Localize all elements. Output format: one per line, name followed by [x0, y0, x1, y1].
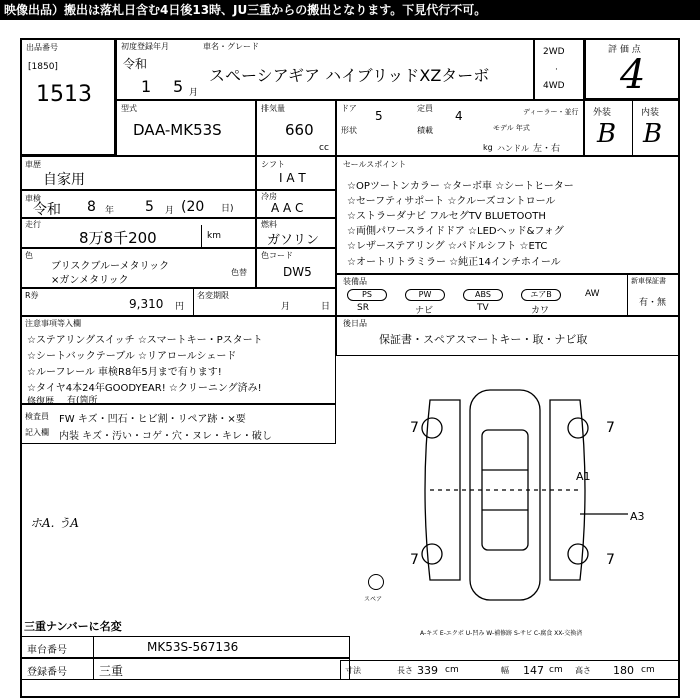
- lot-number: 1513: [36, 82, 92, 107]
- use-box: [20, 156, 256, 190]
- tax-label: R券: [25, 291, 39, 300]
- model-label: 車名・グレード: [203, 42, 259, 51]
- exterior-label: 外装: [593, 108, 612, 118]
- after-notes-value: 保証書・スペアスマートキー・取・ナビ取: [379, 333, 588, 346]
- dims-label: 寸法: [345, 666, 361, 675]
- inspector-box: [20, 404, 336, 444]
- mark-rear-right: 7: [606, 552, 615, 568]
- inspector-line-2: 内装 キズ・汚い・コゲ・穴・ヌレ・キレ・破し: [59, 431, 272, 442]
- displacement-box: [256, 100, 336, 156]
- sales-point-line: ☆ストラーダナビ フルセグTV BLUETOOTH: [347, 211, 546, 222]
- doors-value: 5: [375, 109, 383, 123]
- registration-month: 5: [173, 77, 184, 96]
- reg-divider: [93, 659, 94, 679]
- type-label: 型式: [121, 104, 137, 113]
- grade-box: [584, 38, 680, 100]
- chassis-value: MK53S-567136: [147, 640, 239, 654]
- interior-label: 内装: [641, 108, 660, 118]
- tax-box: [20, 288, 336, 316]
- mileage-label: 走行: [25, 220, 41, 229]
- fuel-label: 燃料: [261, 220, 277, 229]
- handle-label: ハンドル: [497, 144, 529, 153]
- seller-note-line: ☆ルーフレール 車検R8年5月まで有ります!: [27, 367, 222, 378]
- model-year-label: モデル 年式: [493, 124, 530, 132]
- shift-label: シフト: [261, 160, 285, 169]
- exterior-value: B: [597, 119, 617, 149]
- model-name: スペーシアギア ハイブリッドXZターボ: [209, 66, 490, 85]
- equipment-label: 装備品: [343, 277, 367, 286]
- shift-value: I A T: [279, 171, 306, 185]
- length-value: 339: [417, 664, 438, 677]
- height-unit: cm: [641, 665, 655, 675]
- equip-ps: PS: [347, 289, 387, 301]
- width-unit: cm: [549, 665, 563, 675]
- car-damage-diagram: [390, 370, 670, 610]
- sales-point-line: ☆両側パワースライドドア ☆LEDヘッド&フォグ: [347, 226, 564, 237]
- seats-value: 4: [455, 109, 463, 123]
- header-notice: 映像出品）搬出は落札日含む4日後13時、JU三重からの搬出となります。下見代行不可。: [0, 0, 700, 20]
- mileage-unit: km: [207, 231, 221, 241]
- repair-value: 有(箇所: [67, 396, 98, 406]
- displacement-unit: cc: [319, 143, 329, 153]
- equip-aw: AW: [585, 289, 600, 299]
- mark-front-right: 7: [606, 420, 615, 436]
- inspection-day: (20: [181, 199, 205, 215]
- new-warranty-value: 有・無: [639, 298, 667, 308]
- inspector-label-1: 検査員: [25, 412, 49, 421]
- seller-notes-box: [20, 316, 336, 407]
- shape-label: 形状: [341, 126, 357, 135]
- chassis-divider: [93, 637, 94, 657]
- seller-note-line: ☆シートバックテーブル ☆リアロールシェード: [27, 351, 237, 362]
- chassis-box: [20, 636, 350, 658]
- dimensions-box: [340, 660, 680, 680]
- drive-4wd: 4WD: [543, 81, 565, 91]
- tax-divider: [193, 289, 194, 315]
- inspection-year-unit: 年: [105, 206, 115, 216]
- type-box: [116, 100, 256, 156]
- color-label: 色: [25, 251, 33, 260]
- tax-unit: 円: [175, 302, 185, 312]
- equip-tv: TV: [477, 303, 489, 313]
- equip-abs: ABS: [463, 289, 503, 301]
- new-warranty-label: 新車保証書: [631, 277, 666, 285]
- color-value-2: ×ガンメタリック: [51, 275, 129, 286]
- mileage-divider: [201, 225, 202, 247]
- inspection-era: 令和: [33, 202, 61, 218]
- seats-label: 定員: [417, 104, 433, 113]
- ac-value: A A C: [271, 201, 304, 215]
- name-change-label: 名変期限: [197, 291, 229, 300]
- grade-label: 評 価 点: [608, 45, 641, 55]
- lot-number-label: 出品番号: [26, 43, 58, 52]
- sales-point-line: ☆オートリトラミラー ☆純正14インチホイール: [347, 257, 561, 268]
- specs-box: [336, 100, 584, 156]
- after-notes-label: 後日品: [343, 319, 367, 328]
- after-notes-box: [336, 316, 680, 356]
- color-box: [20, 248, 256, 288]
- color-code-value: DW5: [283, 265, 312, 279]
- name-change-month: 月: [281, 302, 291, 312]
- shift-box: [256, 156, 336, 190]
- use-value: 自家用: [43, 172, 85, 188]
- inspection-year: 8: [87, 199, 96, 215]
- name-change-day: 日: [321, 302, 331, 312]
- kg-unit: kg: [483, 143, 493, 152]
- color-change-label: 色替: [231, 268, 247, 277]
- registration-year: 1: [141, 77, 152, 96]
- height-value: 180: [613, 664, 634, 677]
- inspection-box: [20, 190, 256, 218]
- height-label: 高さ: [575, 666, 591, 675]
- spare-indicator: [368, 574, 384, 590]
- load-label: 積載: [417, 126, 433, 135]
- equip-navi: ナビ: [415, 306, 434, 316]
- mark-rear-left: 7: [410, 552, 419, 568]
- dealer-label: ディーラー・並行: [523, 108, 579, 116]
- mark-a3: A3: [630, 510, 645, 523]
- tax-value: 9,310: [129, 297, 164, 311]
- fuel-value: ガソリン: [267, 233, 320, 248]
- equipment-box: [336, 274, 680, 316]
- mileage-value: 8万8千200: [79, 229, 157, 247]
- inspection-day-unit: 日): [221, 204, 234, 214]
- width-value: 147: [523, 664, 544, 677]
- use-label: 車歴: [25, 160, 41, 169]
- handwritten-note: ホA. うA: [30, 516, 79, 530]
- ext-int-box: [584, 100, 680, 156]
- ext-int-divider: [632, 101, 633, 155]
- reg-box: [20, 658, 350, 680]
- equip-leather: カワ: [531, 306, 550, 316]
- color-value-1: ブリスクブルーメタリック: [51, 261, 170, 272]
- sales-points-box: [336, 156, 680, 274]
- length-unit: cm: [445, 665, 459, 675]
- sales-point-line: ☆レザーステアリング ☆パドルシフト ☆ETC: [347, 241, 548, 252]
- length-label: 長さ: [397, 666, 413, 675]
- doors-label: ドア: [341, 104, 357, 113]
- inspector-line-1: FW キズ・凹石・ヒビ割・リペア跡・×要: [59, 414, 246, 425]
- drive-dot: ·: [555, 65, 558, 75]
- equip-airbag: エアB: [521, 289, 561, 301]
- reg-value: 三重: [99, 664, 124, 678]
- width-label: 幅: [501, 666, 509, 675]
- inspection-month: 5: [145, 199, 154, 215]
- inspection-month-unit: 月: [165, 206, 175, 216]
- chassis-label: 車台番号: [27, 645, 67, 656]
- color-code-box: [256, 248, 336, 288]
- fuel-box: [256, 218, 336, 248]
- registration-era: 令和: [123, 57, 148, 71]
- sales-point-line: ☆セーフティサポート ☆クルーズコントロール: [347, 196, 556, 207]
- damage-legend: A-キズ E-エクボ U-凹み W-補修跡 S-サビ C-腐食 XX-交換済: [420, 630, 583, 637]
- mileage-box: [20, 218, 256, 248]
- grade-value: 4: [620, 52, 646, 98]
- equipment-divider: [627, 275, 628, 315]
- ac-box: [256, 190, 336, 218]
- handle-value: 左・右: [533, 144, 561, 154]
- inspector-label-2: 記入欄: [25, 428, 49, 437]
- type-value: DAA-MK53S: [133, 121, 222, 139]
- mark-front-left: 7: [410, 420, 419, 436]
- inspection-label: 車検: [25, 194, 41, 203]
- seller-note-line: ☆タイヤ4本24年GOODYEAR! ☆クリーニング済み!: [27, 383, 262, 394]
- equip-pw: PW: [405, 289, 445, 301]
- seller-note-line: ☆ステアリングスイッチ ☆スマートキー・Pスタート: [27, 335, 263, 346]
- drive-box: [534, 38, 584, 100]
- footer-title: 三重ナンバーに名変: [24, 620, 122, 633]
- model-box: [116, 38, 534, 100]
- displacement-value: 660: [285, 121, 314, 139]
- registration-label: 初度登録年月: [121, 42, 169, 51]
- lot-sub-number: [1850]: [28, 62, 58, 72]
- repair-label: 修復歴: [27, 397, 55, 407]
- sales-point-line: ☆OPツートンカラー ☆ターボ車 ☆シートヒーター: [347, 181, 574, 192]
- ac-label: 冷房: [261, 192, 277, 201]
- equip-sr: SR: [357, 303, 369, 313]
- sales-points-label: セールスポイント: [343, 160, 407, 169]
- registration-month-unit: 月: [189, 88, 199, 98]
- seller-notes-label: 注意事項等入欄: [25, 319, 81, 328]
- color-code-label: 色コード: [261, 251, 293, 260]
- mark-a1: A1: [576, 470, 591, 483]
- drive-2wd: 2WD: [543, 47, 565, 57]
- reg-label: 登録番号: [27, 667, 67, 678]
- interior-value: B: [643, 119, 663, 149]
- displacement-label: 排気量: [261, 104, 285, 113]
- spare-label: スペア: [364, 596, 383, 603]
- lot-box: [20, 38, 116, 156]
